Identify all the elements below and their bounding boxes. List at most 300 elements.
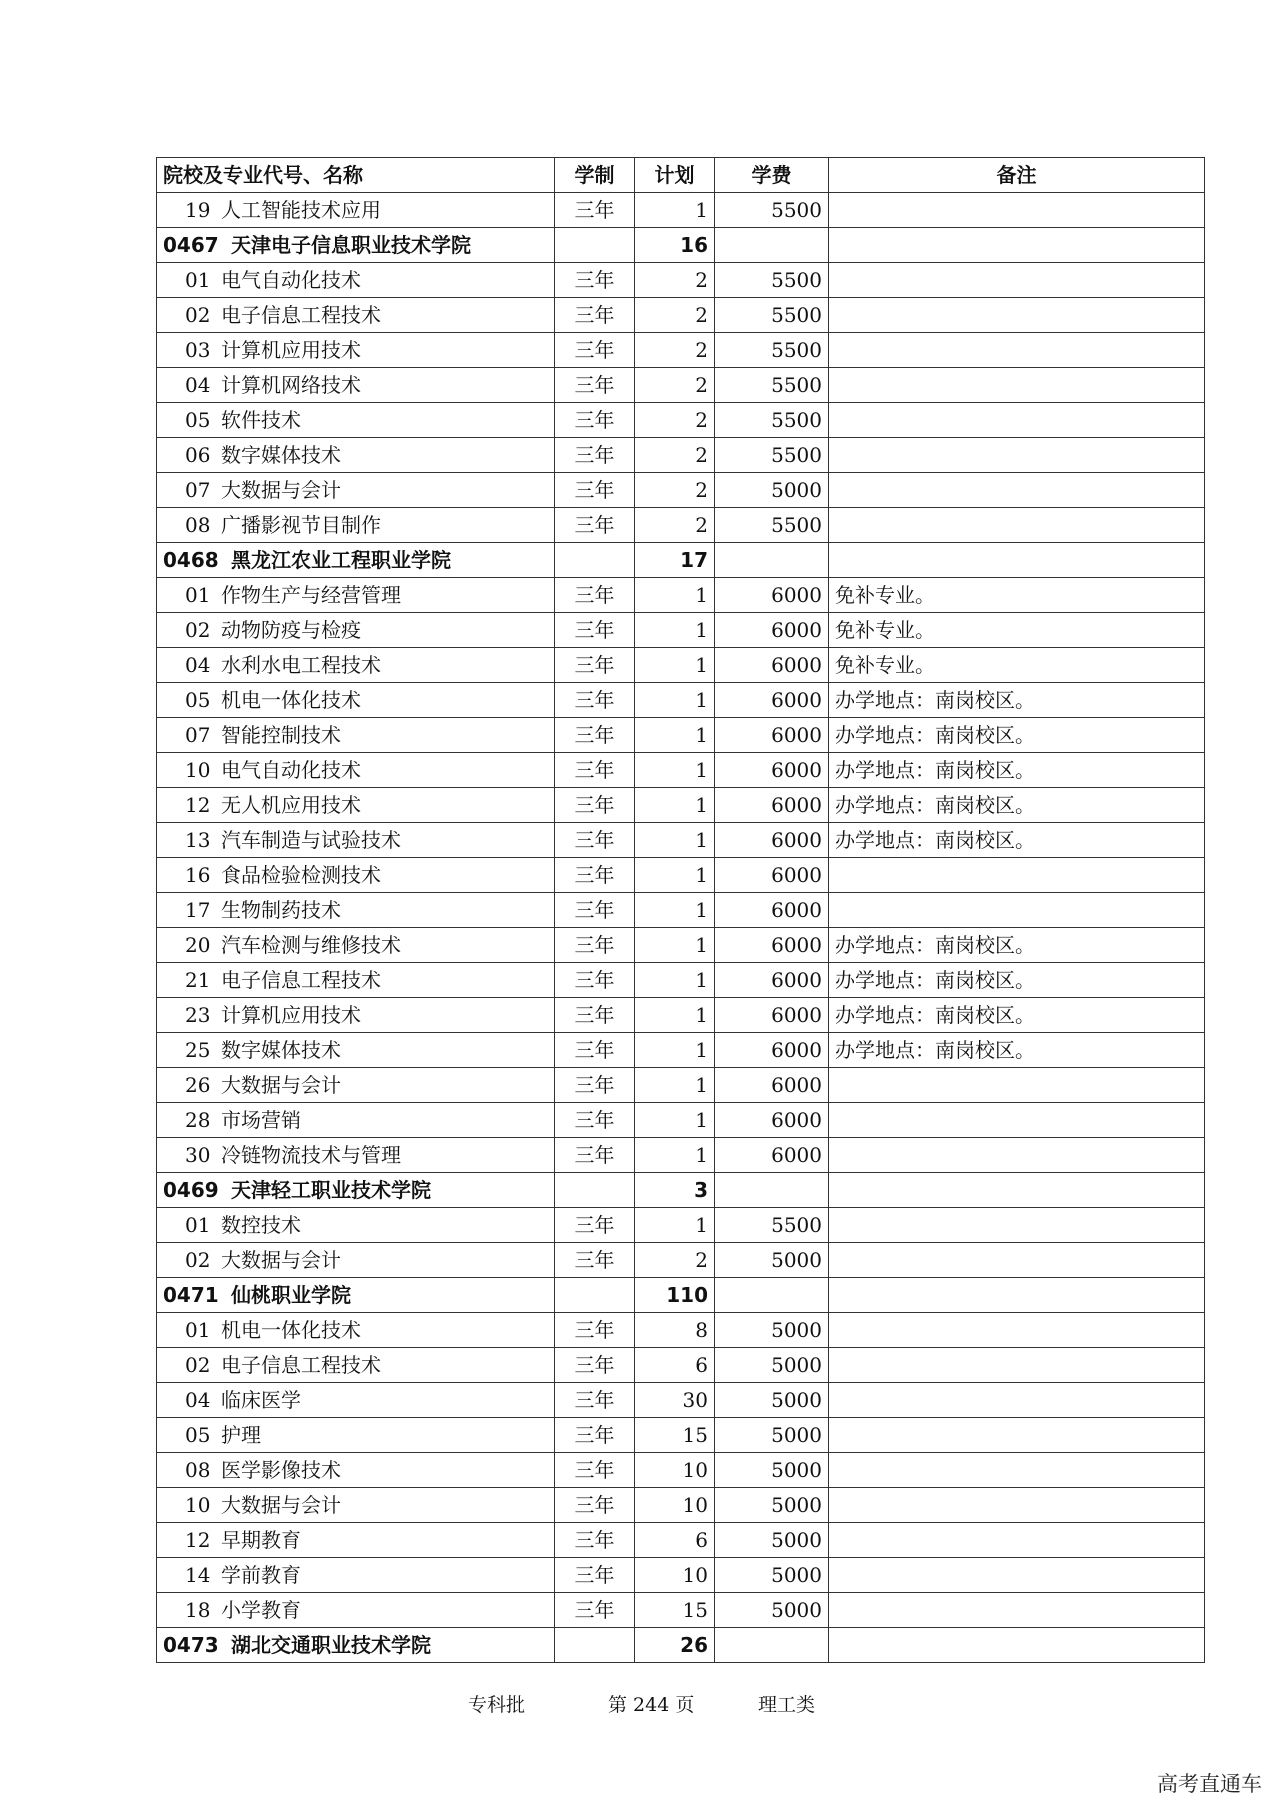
cell-plan: 1 — [635, 928, 715, 963]
table-row — [157, 1138, 1205, 1173]
cell-years: 三年 — [555, 1383, 635, 1418]
major-name: 学前教育 — [221, 1563, 301, 1587]
cell-plan: 1 — [635, 1138, 715, 1173]
table-row — [157, 1418, 1205, 1453]
cell-fee: 6000 — [715, 963, 829, 998]
cell-fee: 6000 — [715, 788, 829, 823]
table-row — [157, 928, 1205, 963]
cell-plan: 2 — [635, 333, 715, 368]
cell-note — [829, 543, 1205, 578]
table-row — [157, 1488, 1205, 1523]
cell-name — [157, 858, 555, 893]
cell-note — [829, 228, 1205, 263]
cell-name — [157, 613, 555, 648]
major-name: 计算机应用技术 — [221, 338, 361, 362]
major-name: 动物防疫与检疫 — [221, 618, 361, 642]
major-name: 作物生产与经营管理 — [221, 583, 401, 607]
major-code: 30 — [185, 1143, 211, 1167]
cell-years: 三年 — [555, 613, 635, 648]
header-fee: 学费 — [715, 158, 829, 193]
cell-years: 三年 — [555, 508, 635, 543]
cell-plan: 17 — [635, 543, 715, 578]
table-header-row — [157, 158, 1205, 193]
cell-note: 免补专业。 — [829, 613, 1205, 648]
cell-plan: 1 — [635, 1208, 715, 1243]
cell-name — [157, 1348, 555, 1383]
cell-name — [157, 648, 555, 683]
cell-note — [829, 1523, 1205, 1558]
school-name: 仙桃职业学院 — [231, 1283, 351, 1307]
major-code: 10 — [185, 758, 211, 782]
major-name: 电子信息工程技术 — [221, 303, 381, 327]
cell-years: 三年 — [555, 648, 635, 683]
cell-note: 免补专业。 — [829, 648, 1205, 683]
cell-years: 三年 — [555, 823, 635, 858]
cell-note — [829, 1208, 1205, 1243]
cell-name — [157, 368, 555, 403]
major-name: 数控技术 — [221, 1213, 301, 1237]
cell-name — [157, 1383, 555, 1418]
cell-name — [157, 473, 555, 508]
cell-plan: 15 — [635, 1418, 715, 1453]
major-code: 16 — [185, 863, 211, 887]
table-row — [157, 1208, 1205, 1243]
table-row — [157, 438, 1205, 473]
cell-name — [157, 1558, 555, 1593]
table-row — [157, 578, 1205, 613]
cell-plan: 8 — [635, 1313, 715, 1348]
cell-fee: 5500 — [715, 438, 829, 473]
major-name: 生物制药技术 — [221, 898, 341, 922]
table-row — [157, 298, 1205, 333]
table-row — [157, 613, 1205, 648]
major-name: 机电一体化技术 — [221, 1318, 361, 1342]
cell-plan: 1 — [635, 998, 715, 1033]
major-name: 护理 — [221, 1423, 261, 1447]
cell-note — [829, 1383, 1205, 1418]
cell-name — [157, 228, 555, 263]
cell-name — [157, 928, 555, 963]
table-row — [157, 508, 1205, 543]
cell-years: 三年 — [555, 1558, 635, 1593]
cell-years: 三年 — [555, 473, 635, 508]
cell-fee: 5000 — [715, 1243, 829, 1278]
admission-plan-table — [156, 157, 1205, 1663]
major-code: 14 — [185, 1563, 211, 1587]
cell-name — [157, 998, 555, 1033]
cell-plan: 1 — [635, 718, 715, 753]
cell-plan: 1 — [635, 1033, 715, 1068]
cell-fee: 6000 — [715, 578, 829, 613]
cell-plan: 1 — [635, 788, 715, 823]
school-row — [157, 228, 1205, 263]
cell-plan: 30 — [635, 1383, 715, 1418]
cell-note — [829, 473, 1205, 508]
cell-plan: 1 — [635, 753, 715, 788]
major-code: 10 — [185, 1493, 211, 1517]
cell-plan: 1 — [635, 823, 715, 858]
major-code: 21 — [185, 968, 211, 992]
cell-fee: 5000 — [715, 1418, 829, 1453]
cell-note — [829, 193, 1205, 228]
cell-name — [157, 1103, 555, 1138]
major-code: 03 — [185, 338, 211, 362]
cell-name — [157, 1243, 555, 1278]
major-code: 19 — [185, 198, 211, 222]
cell-plan: 1 — [635, 1103, 715, 1138]
table-body — [157, 193, 1205, 1663]
major-code: 20 — [185, 933, 211, 957]
cell-note: 办学地点：南岗校区。 — [829, 963, 1205, 998]
table-row — [157, 788, 1205, 823]
cell-note — [829, 1558, 1205, 1593]
cell-years: 三年 — [555, 193, 635, 228]
major-code: 01 — [185, 268, 211, 292]
cell-years: 三年 — [555, 893, 635, 928]
cell-plan: 2 — [635, 263, 715, 298]
major-name: 计算机网络技术 — [221, 373, 361, 397]
table-row — [157, 263, 1205, 298]
cell-note — [829, 368, 1205, 403]
table-row — [157, 683, 1205, 718]
table-row — [157, 403, 1205, 438]
cell-plan: 1 — [635, 893, 715, 928]
watermark: 高考直通车 — [1157, 1772, 1262, 1796]
cell-years: 三年 — [555, 1593, 635, 1628]
major-code: 02 — [185, 1353, 211, 1377]
cell-note — [829, 1453, 1205, 1488]
cell-fee: 5000 — [715, 1593, 829, 1628]
major-code: 08 — [185, 1458, 211, 1482]
cell-name — [157, 1313, 555, 1348]
cell-note: 办学地点：南岗校区。 — [829, 788, 1205, 823]
footer-batch: 专科批 — [468, 1694, 526, 1716]
cell-years: 三年 — [555, 403, 635, 438]
cell-note — [829, 1173, 1205, 1208]
cell-fee: 5500 — [715, 193, 829, 228]
cell-fee: 5000 — [715, 1488, 829, 1523]
cell-fee: 5000 — [715, 1383, 829, 1418]
cell-fee: 5000 — [715, 1313, 829, 1348]
school-row — [157, 1628, 1205, 1663]
major-name: 汽车检测与维修技术 — [221, 933, 401, 957]
cell-fee: 6000 — [715, 753, 829, 788]
cell-plan: 15 — [635, 1593, 715, 1628]
cell-name — [157, 1033, 555, 1068]
major-name: 医学影像技术 — [221, 1458, 341, 1482]
cell-note — [829, 1243, 1205, 1278]
cell-name — [157, 263, 555, 298]
cell-fee: 6000 — [715, 1033, 829, 1068]
cell-fee: 5500 — [715, 298, 829, 333]
major-name: 电子信息工程技术 — [221, 1353, 381, 1377]
major-name: 计算机应用技术 — [221, 1003, 361, 1027]
cell-years: 三年 — [555, 368, 635, 403]
table-row — [157, 823, 1205, 858]
major-code: 05 — [185, 1423, 211, 1447]
cell-years: 三年 — [555, 333, 635, 368]
cell-note — [829, 1488, 1205, 1523]
major-code: 02 — [185, 303, 211, 327]
header-years: 学制 — [555, 158, 635, 193]
major-code: 01 — [185, 583, 211, 607]
cell-name — [157, 1068, 555, 1103]
cell-note — [829, 1313, 1205, 1348]
cell-name — [157, 403, 555, 438]
cell-years: 三年 — [555, 1068, 635, 1103]
cell-fee: 5500 — [715, 263, 829, 298]
major-name: 无人机应用技术 — [221, 793, 361, 817]
major-code: 06 — [185, 443, 211, 467]
cell-note — [829, 333, 1205, 368]
cell-years — [555, 543, 635, 578]
cell-plan: 1 — [635, 963, 715, 998]
cell-name — [157, 1453, 555, 1488]
cell-years: 三年 — [555, 858, 635, 893]
cell-plan: 2 — [635, 438, 715, 473]
cell-years: 三年 — [555, 998, 635, 1033]
school-code: 0471 — [163, 1283, 219, 1307]
table-row — [157, 1453, 1205, 1488]
cell-years: 三年 — [555, 718, 635, 753]
cell-note — [829, 263, 1205, 298]
header-name: 院校及专业代号、名称 — [157, 158, 555, 193]
major-name: 电气自动化技术 — [221, 758, 361, 782]
cell-fee: 6000 — [715, 823, 829, 858]
cell-note — [829, 508, 1205, 543]
table-row — [157, 1523, 1205, 1558]
cell-years: 三年 — [555, 438, 635, 473]
cell-note: 办学地点：南岗校区。 — [829, 718, 1205, 753]
cell-note — [829, 438, 1205, 473]
cell-name — [157, 718, 555, 753]
cell-note: 办学地点：南岗校区。 — [829, 928, 1205, 963]
major-name: 大数据与会计 — [221, 1493, 341, 1517]
cell-plan: 1 — [635, 683, 715, 718]
cell-years: 三年 — [555, 963, 635, 998]
major-name: 机电一体化技术 — [221, 688, 361, 712]
cell-name — [157, 1523, 555, 1558]
cell-plan: 2 — [635, 298, 715, 333]
cell-name — [157, 543, 555, 578]
cell-plan: 2 — [635, 508, 715, 543]
major-code: 07 — [185, 478, 211, 502]
table-row — [157, 368, 1205, 403]
cell-years: 三年 — [555, 1523, 635, 1558]
school-code: 0473 — [163, 1633, 219, 1657]
major-name: 市场营销 — [221, 1108, 301, 1132]
cell-name — [157, 1173, 555, 1208]
cell-note — [829, 1068, 1205, 1103]
major-name: 数字媒体技术 — [221, 1038, 341, 1062]
cell-fee: 6000 — [715, 858, 829, 893]
school-name: 湖北交通职业技术学院 — [231, 1633, 431, 1657]
cell-fee: 6000 — [715, 648, 829, 683]
cell-note: 办学地点：南岗校区。 — [829, 753, 1205, 788]
table-row — [157, 193, 1205, 228]
major-name: 水利水电工程技术 — [221, 653, 381, 677]
table-row — [157, 753, 1205, 788]
table-row — [157, 963, 1205, 998]
cell-fee: 5000 — [715, 1523, 829, 1558]
table-row — [157, 1383, 1205, 1418]
cell-years: 三年 — [555, 683, 635, 718]
major-code: 02 — [185, 618, 211, 642]
cell-plan: 1 — [635, 193, 715, 228]
school-code: 0468 — [163, 548, 219, 572]
school-row — [157, 1278, 1205, 1313]
school-code: 0469 — [163, 1178, 219, 1202]
cell-fee: 6000 — [715, 683, 829, 718]
major-code: 12 — [185, 1528, 211, 1552]
major-name: 数字媒体技术 — [221, 443, 341, 467]
table-row — [157, 1243, 1205, 1278]
cell-note — [829, 298, 1205, 333]
cell-fee: 5500 — [715, 1208, 829, 1243]
cell-note — [829, 893, 1205, 928]
cell-fee: 6000 — [715, 1068, 829, 1103]
cell-name — [157, 1138, 555, 1173]
school-row — [157, 1173, 1205, 1208]
cell-plan: 16 — [635, 228, 715, 263]
table-row — [157, 858, 1205, 893]
cell-years: 三年 — [555, 1243, 635, 1278]
header-note: 备注 — [829, 158, 1205, 193]
major-code: 01 — [185, 1213, 211, 1237]
cell-note — [829, 1138, 1205, 1173]
cell-years: 三年 — [555, 578, 635, 613]
cell-fee — [715, 1278, 829, 1313]
major-name: 人工智能技术应用 — [221, 198, 381, 222]
cell-note — [829, 1348, 1205, 1383]
cell-name — [157, 1208, 555, 1243]
table-row — [157, 893, 1205, 928]
cell-note — [829, 403, 1205, 438]
cell-years — [555, 228, 635, 263]
cell-fee — [715, 543, 829, 578]
cell-note: 办学地点：南岗校区。 — [829, 998, 1205, 1033]
cell-name — [157, 1278, 555, 1313]
cell-name — [157, 298, 555, 333]
major-code: 28 — [185, 1108, 211, 1132]
major-name: 广播影视节目制作 — [221, 513, 381, 537]
table-row — [157, 718, 1205, 753]
major-code: 23 — [185, 1003, 211, 1027]
major-code: 04 — [185, 373, 211, 397]
cell-fee: 5500 — [715, 333, 829, 368]
cell-note — [829, 1593, 1205, 1628]
cell-note: 免补专业。 — [829, 578, 1205, 613]
cell-name — [157, 788, 555, 823]
cell-years: 三年 — [555, 298, 635, 333]
cell-plan: 2 — [635, 1243, 715, 1278]
cell-fee: 6000 — [715, 718, 829, 753]
cell-name — [157, 823, 555, 858]
major-name: 大数据与会计 — [221, 1073, 341, 1097]
table-row — [157, 1348, 1205, 1383]
school-name: 天津轻工职业技术学院 — [231, 1178, 431, 1202]
major-code: 01 — [185, 1318, 211, 1342]
table-row — [157, 333, 1205, 368]
cell-years — [555, 1628, 635, 1663]
cell-plan: 6 — [635, 1523, 715, 1558]
cell-name — [157, 193, 555, 228]
table-row — [157, 1033, 1205, 1068]
table-row — [157, 1068, 1205, 1103]
cell-plan: 6 — [635, 1348, 715, 1383]
school-name: 天津电子信息职业技术学院 — [231, 233, 471, 257]
cell-plan: 1 — [635, 648, 715, 683]
cell-name — [157, 963, 555, 998]
table-row — [157, 1103, 1205, 1138]
cell-fee: 5500 — [715, 508, 829, 543]
cell-years: 三年 — [555, 1488, 635, 1523]
table-row — [157, 998, 1205, 1033]
cell-fee: 5000 — [715, 1348, 829, 1383]
cell-fee — [715, 1628, 829, 1663]
major-name: 智能控制技术 — [221, 723, 341, 747]
cell-fee: 5000 — [715, 1558, 829, 1593]
major-code: 04 — [185, 1388, 211, 1412]
major-code: 05 — [185, 408, 211, 432]
major-code: 17 — [185, 898, 211, 922]
cell-fee: 5000 — [715, 473, 829, 508]
major-name: 电气自动化技术 — [221, 268, 361, 292]
cell-years: 三年 — [555, 788, 635, 823]
cell-plan: 2 — [635, 368, 715, 403]
cell-fee: 6000 — [715, 613, 829, 648]
cell-years — [555, 1278, 635, 1313]
major-name: 软件技术 — [221, 408, 301, 432]
cell-plan: 26 — [635, 1628, 715, 1663]
cell-years: 三年 — [555, 1103, 635, 1138]
cell-name — [157, 683, 555, 718]
cell-plan: 110 — [635, 1278, 715, 1313]
cell-years: 三年 — [555, 1348, 635, 1383]
cell-years: 三年 — [555, 263, 635, 298]
major-name: 大数据与会计 — [221, 478, 341, 502]
cell-note — [829, 1418, 1205, 1453]
cell-years: 三年 — [555, 753, 635, 788]
major-code: 04 — [185, 653, 211, 677]
cell-name — [157, 508, 555, 543]
cell-fee: 6000 — [715, 928, 829, 963]
major-name: 小学教育 — [221, 1598, 301, 1622]
cell-plan: 2 — [635, 473, 715, 508]
major-code: 07 — [185, 723, 211, 747]
cell-note: 办学地点：南岗校区。 — [829, 823, 1205, 858]
cell-note — [829, 1278, 1205, 1313]
cell-fee: 5500 — [715, 368, 829, 403]
cell-years: 三年 — [555, 1313, 635, 1348]
cell-plan: 1 — [635, 1068, 715, 1103]
footer-page: 第 244 页 — [608, 1694, 695, 1716]
cell-name — [157, 578, 555, 613]
cell-fee: 6000 — [715, 1103, 829, 1138]
cell-name — [157, 1488, 555, 1523]
major-name: 冷链物流技术与管理 — [221, 1143, 401, 1167]
cell-plan: 1 — [635, 578, 715, 613]
cell-name — [157, 1593, 555, 1628]
cell-years: 三年 — [555, 1453, 635, 1488]
cell-years: 三年 — [555, 1033, 635, 1068]
cell-note: 办学地点：南岗校区。 — [829, 1033, 1205, 1068]
cell-note: 办学地点：南岗校区。 — [829, 683, 1205, 718]
header-plan: 计划 — [635, 158, 715, 193]
cell-fee — [715, 228, 829, 263]
cell-years: 三年 — [555, 928, 635, 963]
cell-fee — [715, 1173, 829, 1208]
